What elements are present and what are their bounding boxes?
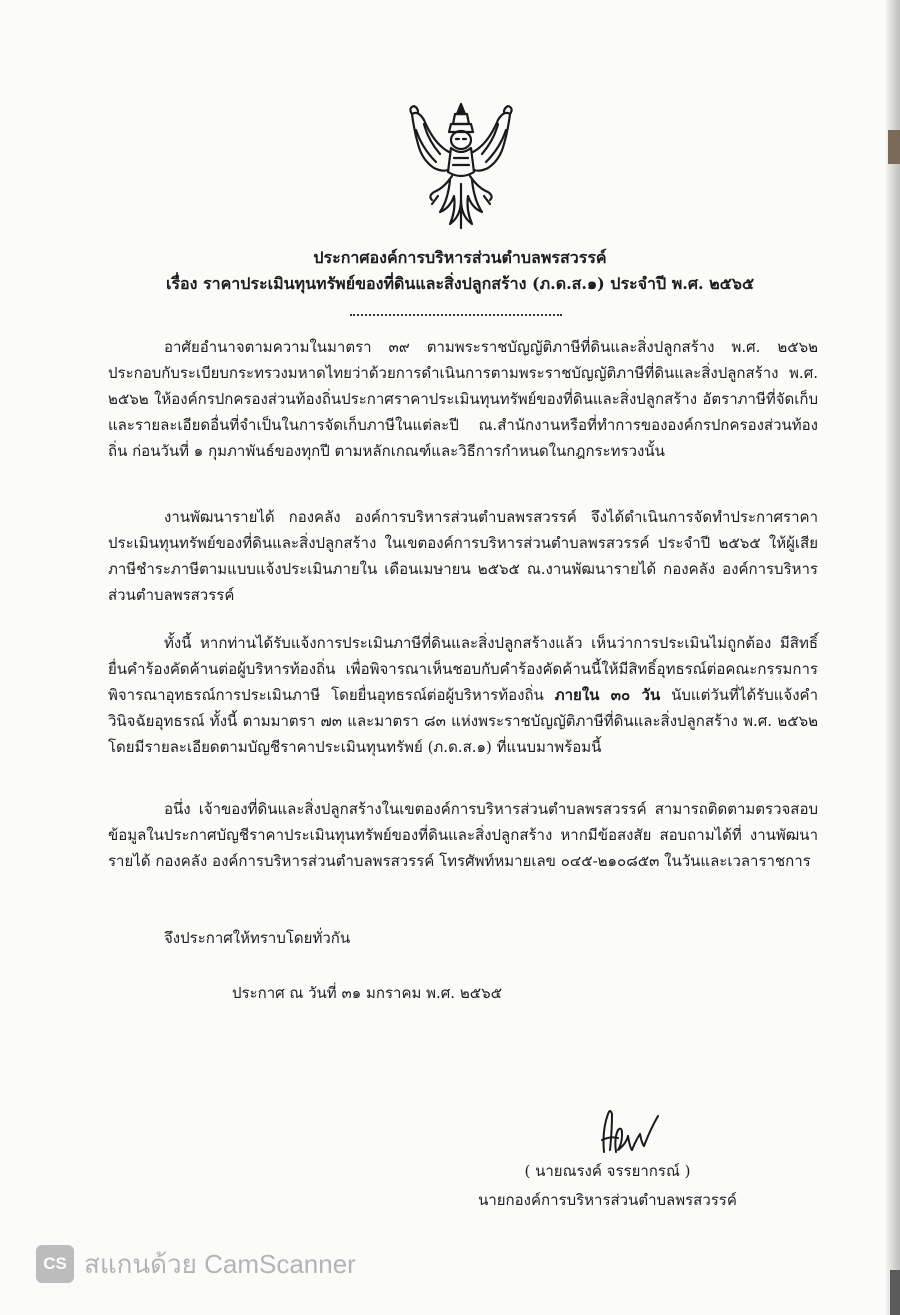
- camscanner-watermark: [36, 1244, 356, 1284]
- watermark-text: สแกนด้วย CamScanner: [84, 1248, 356, 1279]
- paragraph-payment-notice: งานพัฒนารายได้ กองคลัง องค์การบริหารส่วนตำบลพรสวรรค์ จึงได้ดำเนินการจัดทำประกาศราคาประเมินทุนทรัพย์ของที่ดินและสิ่งปลูกสร้าง ในเขตองค์การบริหารส่วนตำบลพรสวรรค์ ประจำปี ๒๕๖๕ ให้ผู้เสียภาษีชำระภาษีตามแบบแจ้งประเมินภายใน เดือนเมษายน ๒๕๖๕ ณ.งานพัฒนารายได้ กองคลัง องค์การบริหารส่วนตำบลพรสวรรค์: [108, 508, 818, 604]
- handwritten-signature-icon: [592, 1100, 662, 1156]
- garuda-emblem-icon: [404, 100, 518, 234]
- announcement-subject: เรื่อง ราคาประเมินทุนทรัพย์ของที่ดินและสิ่งปลูกสร้าง (ภ.ด.ส.๑) ประจำปี พ.ศ. ๒๕๖๕: [165, 274, 755, 293]
- announcement-date: ประกาศ ณ วันที่ ๓๑ มกราคม พ.ศ. ๒๕๖๕: [232, 984, 502, 1002]
- page-edge-shadow: [886, 0, 900, 1315]
- paragraph-legal-basis: อาศัยอำนาจตามความในมาตรา ๓๙ ตามพระราชบัญญัติภาษีที่ดินและสิ่งปลูกสร้าง พ.ศ. ๒๕๖๒ ประกอบกับระเบียบกระทรวงมหาดไทยว่าด้วยการดำเนินการตามพระราชบัญญัติภาษีที่ดินและสิ่งปลูกสร้าง พ.ศ. ๒๕๖๒ ให้องค์กรปกครองส่วนท้องถิ่นประกาศราคาประเมินทุนทรัพย์ของที่ดินและสิ่งปลูกสร้าง อัตราภาษีที่จัดเก็บและรายละเอียดอื่นที่จำเป็นในการจัดเก็บภาษีในแต่ละปี ณ.สำนักงานหรือที่ทำการขององค์กรปกครองส่วนท้องถิ่น ก่อนวันที่ ๑ กุมภาพันธ์ของทุกปี ตามหลักเกณฑ์และวิธีการกำหนดในกฎกระทรวงนั้น: [108, 338, 818, 460]
- paragraph-appeal-rights: [108, 630, 818, 760]
- paragraph-contact-info: อนึ่ง เจ้าของที่ดินและสิ่งปลูกสร้างในเขตองค์การบริหารส่วนตำบลพรสวรรค์ สามารถติดตามตรวจสอบข้อมูลในประกาศบัญชีราคาประเมินทุนทรัพย์ของที่ดินและสิ่งปลูกสร้าง หากมีข้อสงสัย สอบถามได้ที่ งานพัฒนารายได้ กองคลัง องค์การบริหารส่วนตำบลพรสวรรค์ โทรศัพท์หมายเลข ๐๔๕-๒๑๐๘๕๓ ในวันและเวลาราชการ: [108, 800, 818, 870]
- page-edge-mark-bottom: [890, 1270, 900, 1315]
- appeal-text-start: ทั้งนี้ หากท่านได้รับแจ้งการประเมินภาษีที่ดินและสิ่งปลูกสร้างแล้ว เห็นว่าการประเมินไม่ถูกต้อง มีสิทธิ์ยื่นคำร้องคัดค้านต่อผู้บริหารท้องถิ่น เพื่อพิจารณาเห็นชอบกับคำร้องคัดค้านนี้ให้มีสิทธิ์อุทธรณ์ต่อคณะกรรมการพิจารณาอุทธรณ์การประเมินภาษี โดยยื่นอุทธรณ์ต่อผู้บริหารท้องถิ่น: [108, 634, 818, 704]
- camscanner-logo-icon: CS: [36, 1245, 74, 1283]
- announcement-title-block: [100, 245, 820, 297]
- page-edge-mark-top: [888, 130, 900, 164]
- signer-position: นายกองค์การบริหารส่วนตำบลพรสวรรค์: [478, 1191, 737, 1209]
- closing-statement: จึงประกาศให้ทราบโดยทั่วกัน: [164, 929, 351, 947]
- appeal-text-end: นับแต่วันที่ได้รับแจ้งคำวินิจฉัยอุทธรณ์ ทั้งนี้ ตามมาตรา ๗๓ และมาตรา ๘๓ แห่งพระราชบัญญัติภาษีที่ดินและสิ่งปลูกสร้าง พ.ศ. ๒๕๖๒ โดยมีรายละเอียดตามบัญชีราคาประเมินทุนทรัพย์ (ภ.ด.ส.๑) ที่แนบมาพร้อมนี้: [108, 686, 818, 756]
- announcement-title: ประกาศองค์การบริหารส่วนตำบลพรสวรรค์: [313, 248, 607, 267]
- dotted-divider: [350, 314, 562, 316]
- appeal-deadline: ภายใน ๓๐ วัน: [554, 686, 661, 704]
- signer-name: ( นายณรงค์ จรรยากรณ์ ): [524, 1162, 691, 1180]
